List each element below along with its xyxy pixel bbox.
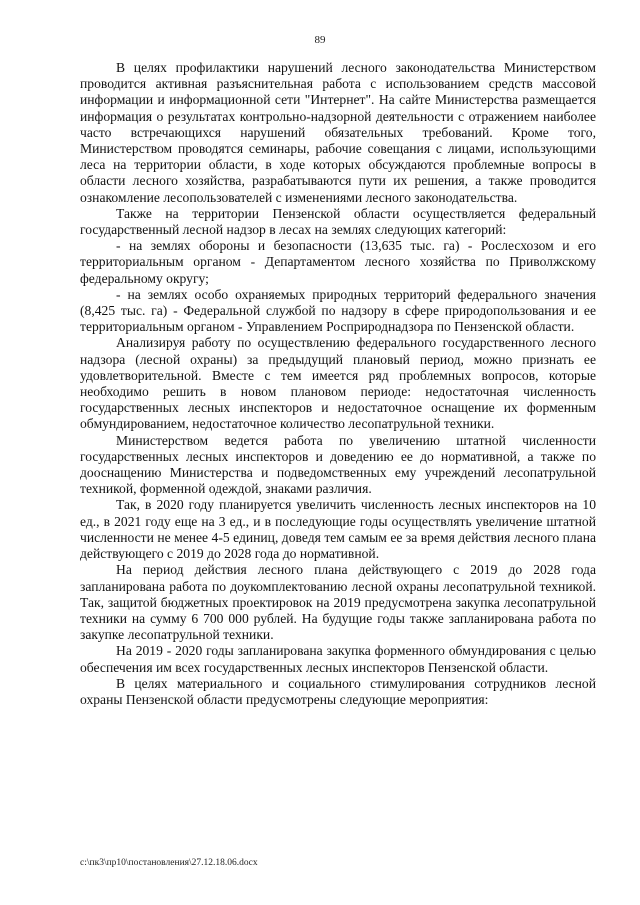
paragraph-analysis: Анализируя работу по осуществлению федерального государственного лесного надзора (лесной охраны) за предыдущий плановый период, можно признать ее удовлетворительной. Вместе с тем имеется ряд проблемных вопросов, которые необходимо решить в новом плановом периоде: недостаточная численность государственных лесных инспекторов и недостаточное оснащение их форменным обмундированием, недостаточное количество лесопатрульной техники.: [80, 335, 596, 432]
footer-file-path: c:\пк3\пр10\постановления\27.12.18.06.docx: [80, 858, 258, 868]
paragraph-prevention: В целях профилактики нарушений лесного законодательства Министерством проводится активная разъяснительная работа с использованием средств массовой информации и информационной сети "Интернет". На сайте Министерства размещается информация о результатах контрольно-надзорной деятельности с отражением наиболее часто встречающихся нарушений обязательных требований. Кроме того, Министерством проводятся семинары, рабочие совещания с лицами, использующими леса на территории области, в ходе которых обсуждаются проблемные вопросы в области лесного хозяйства, разрабатываются пути их решения, а также проводится ознакомление лесопользователей с изменениями лесного законодательства.: [80, 60, 596, 205]
list-item-protected-areas: - на землях особо охраняемых природных территорий федерального значения (8,425 тыс. га) - Федеральной службой по надзору в сфере природопользования и ее территориальным органом - Управлением Росприроднадзора по Пензенской области.: [80, 286, 596, 335]
page-number: 89: [314, 34, 326, 46]
paragraph-federal-supervision: Также на территории Пензенской области осуществляется федеральный государственный лесной надзор в лесах на землях следующих категорий:: [80, 205, 596, 238]
paragraph-inspector-plan: Так, в 2020 году планируется увеличить численность лесных инспекторов на 10 ед., в 2021 году еще на 3 ед., и в последующие годы осуществлять увеличение штатной численности не менее 4-5 единиц, доведя тем самым ее за время действия лесного плана действующего с 2019 до 2028 года до нормативной.: [80, 497, 596, 562]
paragraph-incentives: В целях материального и социального стимулирования сотрудников лесной охраны Пензенской области предусмотрены следующие мероприятия:: [80, 675, 596, 707]
paragraph-uniform-procurement: На 2019 - 2020 годы запланирована закупка форменного обмундирования с целью обеспечения им всех государственных лесных инспекторов Пензенской области.: [80, 643, 596, 675]
paragraph-vehicle-procurement: На период действия лесного плана действующего с 2019 до 2028 года запланирована работа по доукомплектованию лесной охраны лесопатрульной техникой. Так, защитой бюджетных проектировок на 2019 предусмотрена закупка лесопатрульной техники на сумму 6 700 000 рублей. На будущие годы также запланирована работа по закупке лесопатрульной техники.: [80, 562, 596, 643]
paragraph-staffing-work: Министерством ведется работа по увеличению штатной численности государственных лесных инспекторов и доведению ее до нормативной, а также по дооснащению Министерства и подведомственных ему учреждений лесопатрульной техникой, форменной одеждой, знаками различия.: [80, 432, 596, 497]
document-body: [80, 60, 596, 708]
list-item-defense-lands: - на землях обороны и безопасности (13,635 тыс. га) - Рослесхозом и его территориальным органом - Департаментом лесного хозяйства по Приволжскому федеральному округу;: [80, 238, 596, 286]
